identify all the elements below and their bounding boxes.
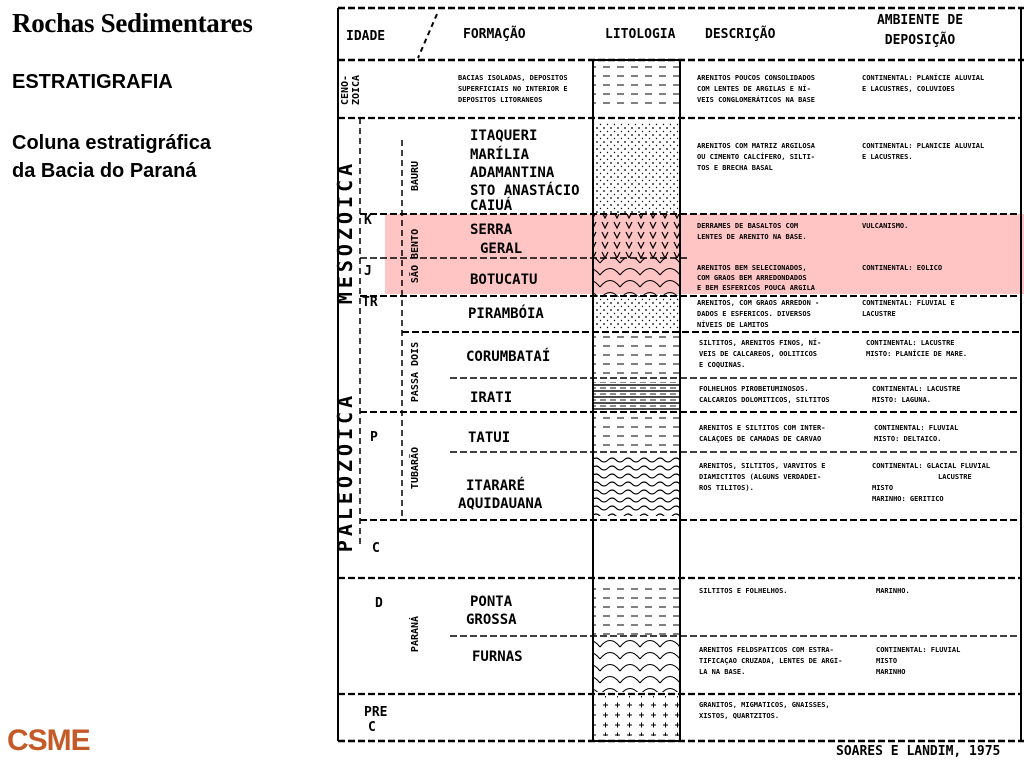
svg-text:CALAÇOES DE CAMADAS DE CARVAO: CALAÇOES DE CAMADAS DE CARVAO [699,435,822,443]
svg-text:MISTO: MISTO [872,484,894,492]
svg-text:DERRAMES DE BASALTOS COM: DERRAMES DE BASALTOS COM [697,222,799,230]
environment-piramboia [862,299,955,318]
svg-text:MISTO: LAGUNA.: MISTO: LAGUNA. [872,396,932,404]
era-paleozoica: PALEOZOICA [333,391,357,553]
lithology-itarare [594,456,679,516]
era-mesozoica: MESOZOICA [333,159,357,305]
environment-ponta-grossa [876,587,910,595]
lithology-precambrian [594,696,679,736]
period-d: D [375,596,383,611]
svg-text:MARINHO: MARINHO [876,668,906,676]
svg-text:TIFICAÇAO CRUZADA, LENTES DE A: TIFICAÇAO CRUZADA, LENTES DE ARGI- [699,657,843,665]
header-formacao: FORMAÇÃO [463,27,526,42]
environment-botucatu [862,264,942,272]
description-itarare [699,462,825,492]
period-p: P [370,430,378,445]
svg-text:CONTINENTAL: LACUSTRE: CONTINENTAL: LACUSTRE [872,385,961,393]
environment-corumbatai [866,339,967,358]
formation-adamantina: ADAMANTINA [470,165,555,181]
svg-text:E LACUSTRES.: E LACUSTRES. [862,153,913,161]
svg-text:ROS TILITOS).: ROS TILITOS). [699,484,754,492]
environment-tatui [874,424,958,443]
svg-text:VEIS CONGLOMERÁTICOS NA BASE: VEIS CONGLOMERÁTICOS NA BASE [697,96,816,104]
svg-text:TOS E BRECHA BASAL: TOS E BRECHA BASAL [697,164,773,172]
environment-bauru [862,142,984,161]
svg-text:SUPERFICIAIS NO INTERIOR E: SUPERFICIAIS NO INTERIOR E [458,85,568,93]
environment-serra-geral [862,222,908,230]
svg-text:ARENITOS BEM SELECIONADOS,: ARENITOS BEM SELECIONADOS, [697,264,807,272]
svg-text:CALCARIOS DOLOMITICOS, SILTITO: CALCARIOS DOLOMITICOS, SILTITOS [699,396,830,404]
header-deposicao: DEPOSIÇÃO [884,33,956,48]
svg-text:GRANITOS, MIGMATICOS, GNAISSES: GRANITOS, MIGMATICOS, GNAISSES, [699,701,830,709]
formation-marilia: MARÍLIA [470,147,530,163]
lithology-ceno [594,64,679,104]
description-corumbatai [699,338,821,369]
svg-text:CONTINENTAL: PLANICIE ALUVIAL: CONTINENTAL: PLANICIE ALUVIAL [862,142,985,150]
lithology-piramboia [594,296,679,330]
svg-text:ARENITOS, SILTITOS, VARVITOS E: ARENITOS, SILTITOS, VARVITOS E [699,462,826,470]
period-c: C [372,541,380,556]
header-litologia: LITOLOGIA [605,27,676,42]
lithology-bauru [594,122,679,182]
period-pre-c: C [368,720,376,735]
svg-text:LACUSTRE: LACUSTRE [862,310,896,318]
group-bauru: BAURU [410,160,421,192]
svg-text:E COQUINAS.: E COQUINAS. [699,361,746,369]
formation-ponta: PONTA [470,594,513,610]
svg-text:CONTINENTAL: LACUSTRE: CONTINENTAL: LACUSTRE [866,339,955,347]
lithology-ponta-grossa [594,582,679,636]
description-botucatu [697,264,816,292]
svg-text:COM GRAOS BEM ARREDONDADOS: COM GRAOS BEM ARREDONDADOS [697,274,807,282]
svg-text:CONTINENTAL: EOLICO: CONTINENTAL: EOLICO [862,264,943,272]
slide-title: Rochas Sedimentares [12,8,253,38]
svg-text:ARENITOS POUCOS CONSOLIDADOS: ARENITOS POUCOS CONSOLIDADOS [697,74,816,82]
svg-text:DEPOSITOS LITORANEOS: DEPOSITOS LITORANEOS [458,96,543,104]
section-heading: ESTRATIGRAFIA [12,71,173,93]
svg-text:MARINHO.: MARINHO. [876,587,910,595]
environment-ceno [862,73,984,93]
group-sao-bento: SÃO BENTO [410,228,421,284]
svg-text:MISTO: PLANÍCIE DE MARE.: MISTO: PLANÍCIE DE MARE. [866,350,968,358]
svg-text:VEIS DE CALCAREOS, OOLITICOS: VEIS DE CALCAREOS, OOLITICOS [699,350,818,358]
lithology-furnas [594,640,679,692]
svg-text:DADOS E ESFERICOS. DIVERSOS: DADOS E ESFERICOS. DIVERSOS [697,310,811,318]
formation-sto-anastacio: STO ANASTÁCIO [470,183,580,199]
period-k: K [364,213,372,228]
svg-text:CONTINENTAL: PLANÍCIE ALUVIAL: CONTINENTAL: PLANÍCIE ALUVIAL [862,74,985,82]
reference-citation: SOARES E LANDIM, 1975 [836,744,1001,759]
environment-irati [872,385,961,404]
formation-caiua: CAIUÁ [470,198,513,214]
svg-text:FOLHELHOS PIROBETUMINOSOS.: FOLHELHOS PIROBETUMINOSOS. [699,385,809,393]
era-cenozoica: ZOICA [351,74,362,106]
svg-text:MARINHO: GERITICO: MARINHO: GERITICO [872,495,944,503]
svg-text:CONTINENTAL: FLUVIAL: CONTINENTAL: FLUVIAL [876,646,961,654]
description-bauru [697,142,816,172]
formation-aquidauana: AQUIDAUANA [458,496,543,512]
formation-itaqueri: ITAQUERI [470,128,538,144]
environment-furnas [876,646,960,676]
description-ponta-grossa [699,587,788,595]
period-j: J [364,264,372,279]
description-furnas [699,646,842,676]
lithology-irati [594,382,679,412]
header-idade: IDADE [346,29,386,44]
formation-grossa: GROSSA [466,612,517,628]
formation-serra: SERRA [470,222,513,238]
header-ambiente: AMBIENTE DE [876,13,964,28]
svg-text:ARENITOS E SILTITOS COM INTER-: ARENITOS E SILTITOS COM INTER- [699,424,826,432]
svg-text:BACIAS ISOLADAS, DEPOSITOS: BACIAS ISOLADAS, DEPOSITOS [458,74,568,82]
svg-text:ARENITOS COM MATRIZ ARGILOSA: ARENITOS COM MATRIZ ARGILOSA [697,142,816,150]
description-irati [699,385,830,404]
description-ceno-right [697,74,815,104]
svg-text:MISTO: MISTO [876,657,898,665]
svg-text:E BEM ESFERICOS POUCA ARGILA: E BEM ESFERICOS POUCA ARGILA [697,284,816,292]
svg-text:DIAMICTITOS (ALGUNS VERDADEI-: DIAMICTITOS (ALGUNS VERDADEI- [699,473,822,481]
csme-logo: CSME [7,724,90,757]
svg-text:MISTO: DELTAICO.: MISTO: DELTAICO. [874,435,942,443]
svg-text:CONTINENTAL: FLUVIAL E: CONTINENTAL: FLUVIAL E [862,299,955,307]
caption-line: Coluna estratigráfica [12,132,211,154]
environment-itarare [872,462,990,503]
period-pre: PRE [364,705,388,720]
svg-text:SILTITOS E FOLHELHOS.: SILTITOS E FOLHELHOS. [699,587,788,595]
era-cenozoica: CENO- [340,74,351,106]
svg-text:CONTINENTAL: FLUVIAL: CONTINENTAL: FLUVIAL [874,424,959,432]
formation-piramboia: PIRAMBÓIA [468,306,544,322]
description-precambrian [699,701,830,720]
svg-text:XISTOS, QUARTZITOS.: XISTOS, QUARTZITOS. [699,712,780,720]
header-descricao: DESCRIÇÃO [705,27,776,42]
svg-text:COM LENTES DE ARGILAS E NÍ-: COM LENTES DE ARGILAS E NÍ- [697,85,811,93]
svg-text:CONTINENTAL: GLACIAL FLUVIAL: CONTINENTAL: GLACIAL FLUVIAL [872,462,991,470]
description-tatui [699,424,825,443]
svg-text:LA NA BASE.: LA NA BASE. [699,668,746,676]
formation-irati: IRATI [470,390,513,406]
svg-text:NÍVEIS DE LAMITOS: NÍVEIS DE LAMITOS [697,321,769,329]
period-tr: TR [362,295,378,310]
caption-line: da Bacia do Paraná [12,160,197,182]
svg-text:ARENITOS FELDSPATICOS COM ESTR: ARENITOS FELDSPATICOS COM ESTRA- [699,646,834,654]
formation-geral: GERAL [480,241,523,257]
svg-text:SILTITOS, ARENITOS FINOS, NÍ-: SILTITOS, ARENITOS FINOS, NÍ- [699,339,822,347]
group-tubarao: TUBARÃO [410,446,421,490]
svg-text:ARENITOS, COM GRAOS ARREDON -: ARENITOS, COM GRAOS ARREDON - [697,299,820,307]
description-piramboia [697,299,819,329]
group-passa-dois: PASSA DOIS [410,341,421,403]
description-ceno [458,74,568,104]
svg-text:VULCANISMO.: VULCANISMO. [862,222,909,230]
lithology-botucatu [594,258,679,296]
lithology-serra-geral [594,214,679,258]
svg-text:E LACUSTRES, COLUVIOES: E LACUSTRES, COLUVIOES [862,85,955,93]
lithology-corumbatai [594,336,679,378]
formation-furnas: FURNAS [472,649,523,665]
formation-itarare: ITARARÉ [466,478,526,494]
svg-text:LACUSTRE: LACUSTRE [938,473,972,481]
formation-tatui: TATUI [468,430,511,446]
formation-botucatu: BOTUCATU [470,272,538,288]
lithology-tatui [594,416,679,452]
formation-corumbatai: CORUMBATAÍ [466,349,551,365]
svg-text:OU CIMENTO CALCÍFERO, SILTI-: OU CIMENTO CALCÍFERO, SILTI- [697,153,816,161]
group-parana: PARANÁ [410,615,421,653]
svg-text:LENTES DE ARENITO NA BASE.: LENTES DE ARENITO NA BASE. [697,233,807,241]
